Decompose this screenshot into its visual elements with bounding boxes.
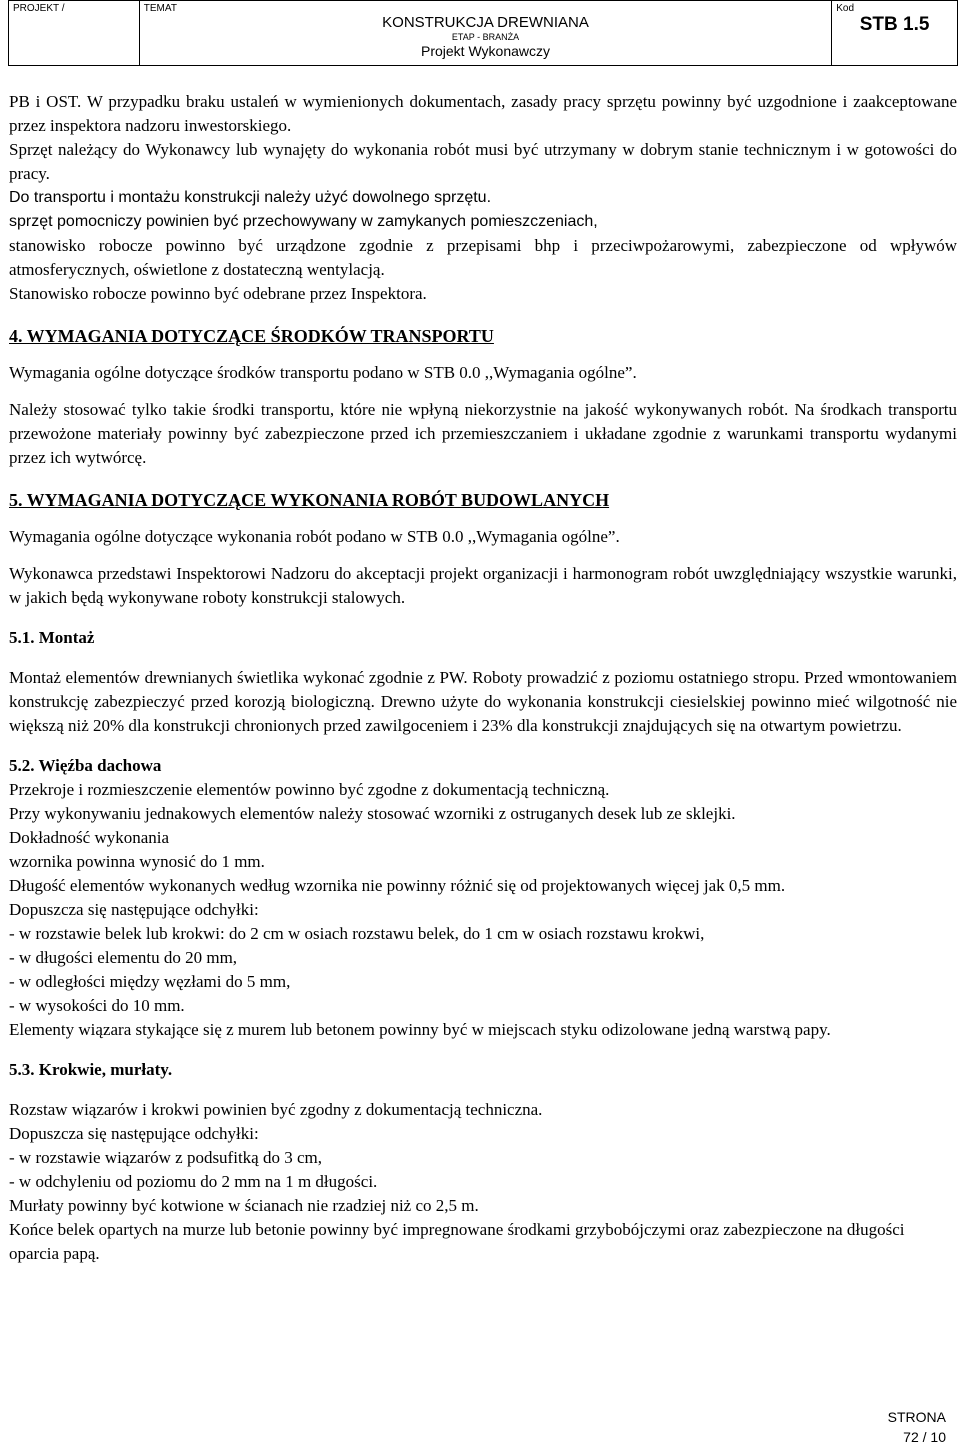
paragraph: Elementy wiązara stykające się z murem lub betonem powinny być w miejscach styku odizolowane jedną warstwą papy. <box>9 1020 831 1039</box>
page-footer <box>858 1408 946 1448</box>
paragraph: Przy wykonywaniu jednakowych elementów należy stosować wzorniki z ostruganych desek lub ze sklejki. <box>9 804 736 823</box>
project-cell <box>9 1 140 66</box>
paragraph: Wymagania ogólne dotyczące wykonania robót podano w STB 0.0 ,,Wymagania ogólne”. <box>9 527 620 546</box>
project-type: Projekt Wykonawczy <box>420 43 551 59</box>
list-item: - w długości elementu do 20 mm, <box>9 948 238 967</box>
document-title: KONSTRUKCJA DREWNIANA <box>382 14 589 31</box>
list-item: - w wysokości do 10 mm. <box>9 996 185 1015</box>
list-item: - w rozstawie wiązarów z podsufitką do 3 cm, <box>9 1148 322 1167</box>
paragraph: wzornika powinna wynosić do 1 mm. <box>9 852 265 871</box>
paragraph: PB i OST. W przypadku braku ustaleń w wymienionych dokumentach, zasady pracy sprzętu powinny być uzgodnione i zaakceptowane przez inspektora nadzoru inwestorskiego. <box>9 92 957 135</box>
section-heading-5: 5. WYMAGANIA DOTYCZĄCE WYKONANIA ROBÓT BUDOWLANYCH <box>9 490 610 510</box>
subsection-heading-5-2: 5.2. Więźba dachowa <box>9 756 162 775</box>
code-label: Kod <box>836 3 855 14</box>
list-item: - w rozstawie belek lub krokwi: do 2 cm w osiach rozstawu belek, do 1 cm w osiach rozstawu krokwi, <box>9 924 705 943</box>
page-label: STRONA <box>887 1409 946 1425</box>
paragraph: Końce belek opartych na murze lub betonie powinny być impregnowane środkami grzybobójczymi oraz zabezpieczone na długości <box>9 1220 905 1239</box>
paragraph: Dokładność wykonania <box>9 828 170 847</box>
paragraph: Do transportu i montażu konstrukcji należy użyć dowolnego sprzętu. <box>9 189 492 206</box>
spec-code: STB 1.5 <box>859 14 930 35</box>
code-cell <box>832 1 958 66</box>
paragraph: Montaż elementów drewnianych świetlika wykonać zgodnie z PW. Roboty prowadzić z poziomu ostatniego stropu. Przed wmontowaniem konstrukcję zabezpieczyć przed korozją biologiczną. Drewno użyte do wykonania konstrukcji ciesielskiej powinno mieć wilgotność nie większą niż 20% dla konstrukcji chronionych przed zawilgoceniem i 23% dla konstrukcji znajdujących się na otwartym powietrzu. <box>9 668 957 735</box>
subsection-heading-5-1: 5.1. Montaż <box>9 628 95 647</box>
subsection-heading-5-3: 5.3. Krokwie, murłaty. <box>9 1060 173 1079</box>
paragraph: Rozstaw wiązarów i krokwi powinien być zgodny z dokumentacją techniczna. <box>9 1100 543 1119</box>
paragraph: Przekroje i rozmieszczenie elementów powinno być zgodne z dokumentacją techniczną. <box>9 780 610 799</box>
project-label: PROJEKT / <box>13 3 65 14</box>
paragraph: Należy stosować tylko takie środki transportu, które nie wpłyną niekorzystnie na jakość wykonywanych robót. Na środkach transportu przewożone materiały powinny być zabezpieczone przed ich przemieszczaniem i układane zgodnie z warunkami transportu wydanymi przez ich wytwórcę. <box>9 400 957 467</box>
paragraph: sprzęt pomocniczy powinien być przechowywany w zamykanych pomieszczeniach, <box>9 213 598 230</box>
page-number: 72 / 10 <box>903 1429 946 1445</box>
stage-label: ETAP - BRANŻA <box>451 32 520 42</box>
document-header <box>8 0 958 66</box>
paragraph: oparcia papą. <box>9 1244 100 1263</box>
paragraph: Długość elementów wykonanych według wzornika nie powinny różnić się od projektowanych więcej jak 0,5 mm. <box>9 876 786 895</box>
paragraph: Murłaty powinny być kotwione w ścianach nie rzadziej niż co 2,5 m. <box>9 1196 479 1215</box>
paragraph: Stanowisko robocze powinno być odebrane przez Inspektora. <box>9 284 427 303</box>
list-item: - w odchyleniu od poziomu do 2 mm na 1 m długości. <box>9 1172 378 1191</box>
document-body <box>9 90 957 1266</box>
subject-label: TEMAT <box>143 3 177 14</box>
paragraph: Sprzęt należący do Wykonawcy lub wynajęty do wykonania robót musi być utrzymany w dobrym stanie technicznym i w gotowości do pracy. <box>9 140 957 183</box>
paragraph: stanowisko robocze powinno być urządzone zgodnie z przepisami bhp i przeciwpożarowymi, zabezpieczone od wpływów atmosferycznych, oświetlone z dostateczną wentylacją. <box>9 236 957 279</box>
section-heading-4: 4. WYMAGANIA DOTYCZĄCE ŚRODKÓW TRANSPORTU <box>9 326 494 346</box>
paragraph: Wymagania ogólne dotyczące środków transportu podano w STB 0.0 ,,Wymagania ogólne”. <box>9 363 637 382</box>
paragraph: Wykonawca przedstawi Inspektorowi Nadzoru do akceptacji projekt organizacji i harmonogram robót uwzględniający wszystkie warunki, w jakich będą wykonywane roboty konstrukcji stalowych. <box>9 564 957 607</box>
list-item: - w odległości między węzłami do 5 mm, <box>9 972 291 991</box>
paragraph: Dopuszcza się następujące odchyłki: <box>9 1124 259 1143</box>
paragraph: Dopuszcza się następujące odchyłki: <box>9 900 259 919</box>
subject-cell <box>139 1 831 66</box>
